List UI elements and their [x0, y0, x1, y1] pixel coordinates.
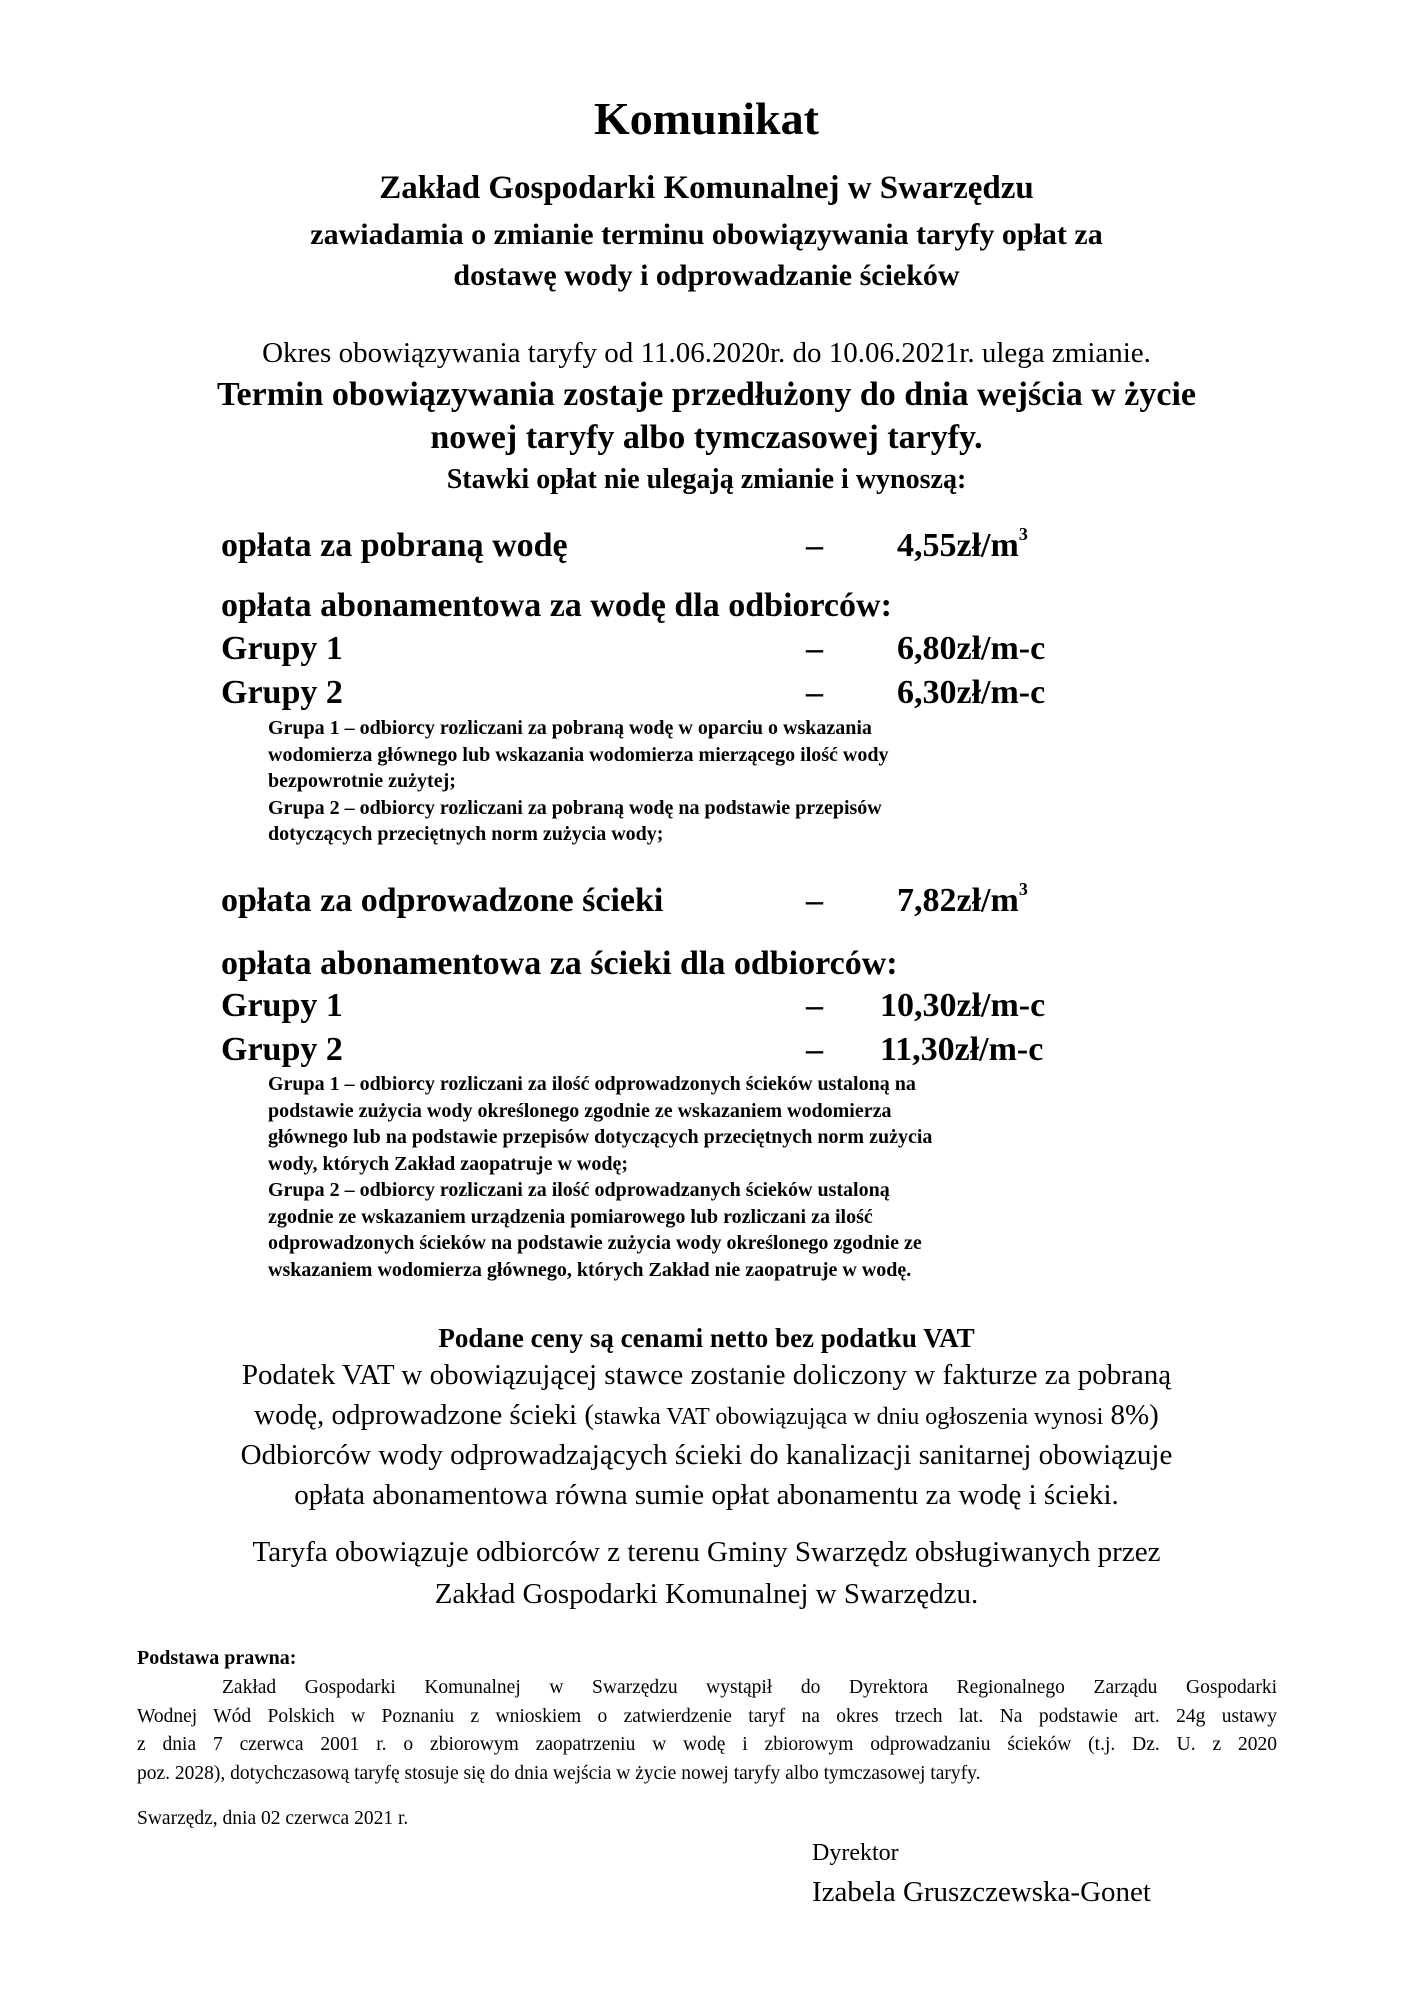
sewage-note-line: wskazaniem wodomierza głównego, których Zakład nie zaopatruje w wodę. — [268, 1258, 912, 1281]
cubic-superscript: 3 — [1018, 524, 1028, 544]
place-date: Swarzędz, dnia 02 czerwca 2021 r. — [137, 1808, 409, 1829]
sewage-group-1-label: Grupy 1 — [221, 987, 343, 1024]
water-group-1-dash: – — [806, 630, 823, 667]
subtitle-line-1: zawiadamia o zmianie terminu obowiązywania taryfy opłat za — [310, 218, 1103, 251]
legal-line: z dnia 7 czerwca 2001 r. o zbiorowym zaopatrzeniu w wodę i zbiorowym odprowadzaniu ścieków (t.j. Dz. U. z 2020 — [137, 1734, 1277, 1755]
sewage-note-line: odprowadzonych ścieków na podstawie zużycia wody określonego zgodnie ze — [268, 1232, 922, 1254]
water-group-2-dash: – — [806, 674, 823, 711]
sewage-note-line: zgodnie ze wskazaniem urządzenia pomiarowego lub rozliczani za ilość — [268, 1205, 873, 1228]
water-group-notes — [268, 715, 888, 848]
water-usage-value: $4,55zł/m^3$ — [897, 524, 1028, 564]
sewage-group-2-label: Grupy 2 — [221, 1031, 343, 1068]
legal-body — [137, 1674, 1277, 1788]
water-usage-dash: – — [806, 527, 823, 564]
legal-line: poz. 2028), dotychczasową taryfę stosuje się do dnia wejścia w życie nowej taryfy albo tymczasowej taryfy. — [137, 1762, 981, 1784]
sewage-note-line: Grupa 2 – odbiorcy rozliczani za ilość odprowadzanych ścieków ustaloną — [268, 1179, 890, 1201]
water-subscription-heading: opłata abonamentowa za wodę dla odbiorców: — [221, 587, 892, 624]
water-group-1-value: 6,80zł/m-c — [897, 630, 1046, 667]
sewage-group-2-value: 11,30zł/m-c — [880, 1031, 1044, 1068]
legal-line: Zakład Gospodarki Komunalnej w Swarzędzu wystąpił do Dyrektora Regionalnego Zarządu Gospodarki — [222, 1677, 1277, 1698]
sewage-usage-label: opłata za odprowadzone ścieki — [221, 882, 664, 919]
vat-line-1: Podatek VAT w obowiązującej stawce zostanie doliczony w fakturze za pobraną — [241, 1359, 1172, 1391]
water-note-line: bezpowrotnie zużytej; — [268, 770, 456, 792]
rates-intro: Stawki opłat nie ulegają zmianie i wynoszą: — [446, 464, 967, 495]
cubic-superscript: 3 — [1018, 879, 1028, 899]
legal-heading: Podstawa prawna: — [137, 1647, 297, 1669]
sewage-group-1-dash: – — [806, 987, 823, 1024]
vat-line-4: opłata abonamentowa równa sumie opłat abonamentu za wodę i ścieki. — [294, 1479, 1119, 1511]
sewage-group-notes — [268, 1071, 932, 1283]
vat-heading: Podane ceny są cenami netto bez podatku VAT — [438, 1323, 975, 1353]
subtitle-line-2: dostawę wody i odprowadzanie ścieków — [453, 259, 960, 292]
vat-line-2: wodę, odprowadzone ścieki (stawka VAT obowiązująca w dniu ogłoszenia wynosi 8%) — [254, 1399, 1159, 1431]
sewage-note-line: Grupa 1 – odbiorcy rozliczani za ilość odprowadzonych ścieków ustaloną na — [268, 1073, 916, 1095]
sewage-note-line: podstawie zużycia wody określonego zgodnie ze wskazaniem wodomierza — [268, 1099, 892, 1122]
signature-role: Dyrektor — [812, 1840, 899, 1866]
sewage-subscription-heading: opłata abonamentowa za ścieki dla odbiorców: — [221, 945, 898, 982]
water-note-line: wodomierza głównego lub wskazania wodomierza mierzącego ilość wody — [268, 743, 889, 766]
vat-line-3: Odbiorców wody odprowadzających ścieki do kanalizacji sanitarnej obowiązuje — [240, 1439, 1173, 1471]
water-note-line: dotyczących przeciętnych norm zużycia wody; — [268, 823, 664, 845]
sewage-usage-value: $7,82zł/m^3$ — [897, 879, 1028, 919]
issuer-name: Zakład Gospodarki Komunalnej w Swarzędzu — [379, 170, 1034, 206]
signature-name: Izabela Gruszczewska-Gonet — [812, 1876, 1151, 1908]
sewage-note-line: głównego lub na podstawie przepisów dotyczących przeciętnych norm zużycia — [268, 1126, 933, 1148]
scope-line-2: Zakład Gospodarki Komunalnej w Swarzędzu. — [434, 1578, 979, 1610]
sewage-group-1-value: 10,30zł/m-c — [880, 987, 1046, 1024]
sewage-usage-dash: – — [806, 882, 823, 919]
vat-rate-note: stawka VAT obowiązująca w dniu ogłoszenia wynosi — [594, 1404, 1104, 1430]
extension-line-2: nowej taryfy albo tymczasowej taryfy. — [430, 419, 983, 456]
water-group-2-label: Grupy 2 — [221, 674, 343, 711]
period-line: Okres obowiązywania taryfy od 11.06.2020r. do 10.06.2021r. ulega zmianie. — [262, 337, 1151, 369]
water-usage-label: opłata za pobraną wodę — [221, 527, 568, 564]
document-title: Komunikat — [594, 93, 819, 144]
sewage-note-line: wody, których Zakład zaopatruje w wodę; — [268, 1152, 629, 1175]
legal-line: Wodnej Wód Polskich w Poznaniu z wnioskiem o zatwierdzenie taryf na okres trzech lat. Na podstawie art. 24g ustawy — [137, 1705, 1277, 1727]
extension-line-1: Termin obowiązywania zostaje przedłużony do dnia wejścia w życie — [216, 376, 1196, 413]
water-note-line: Grupa 2 – odbiorcy rozliczani za pobraną wodę na podstawie przepisów — [268, 796, 882, 819]
water-group-2-value: 6,30zł/m-c — [897, 674, 1046, 711]
water-note-line: Grupa 1 – odbiorcy rozliczani za pobraną wodę w oparciu o wskazania — [268, 717, 872, 739]
scope-line-1: Taryfa obowiązuje odbiorców z terenu Gminy Swarzędz obsługiwanych przez — [252, 1536, 1161, 1568]
water-group-1-label: Grupy 1 — [221, 630, 343, 667]
sewage-group-2-dash: – — [806, 1031, 823, 1068]
